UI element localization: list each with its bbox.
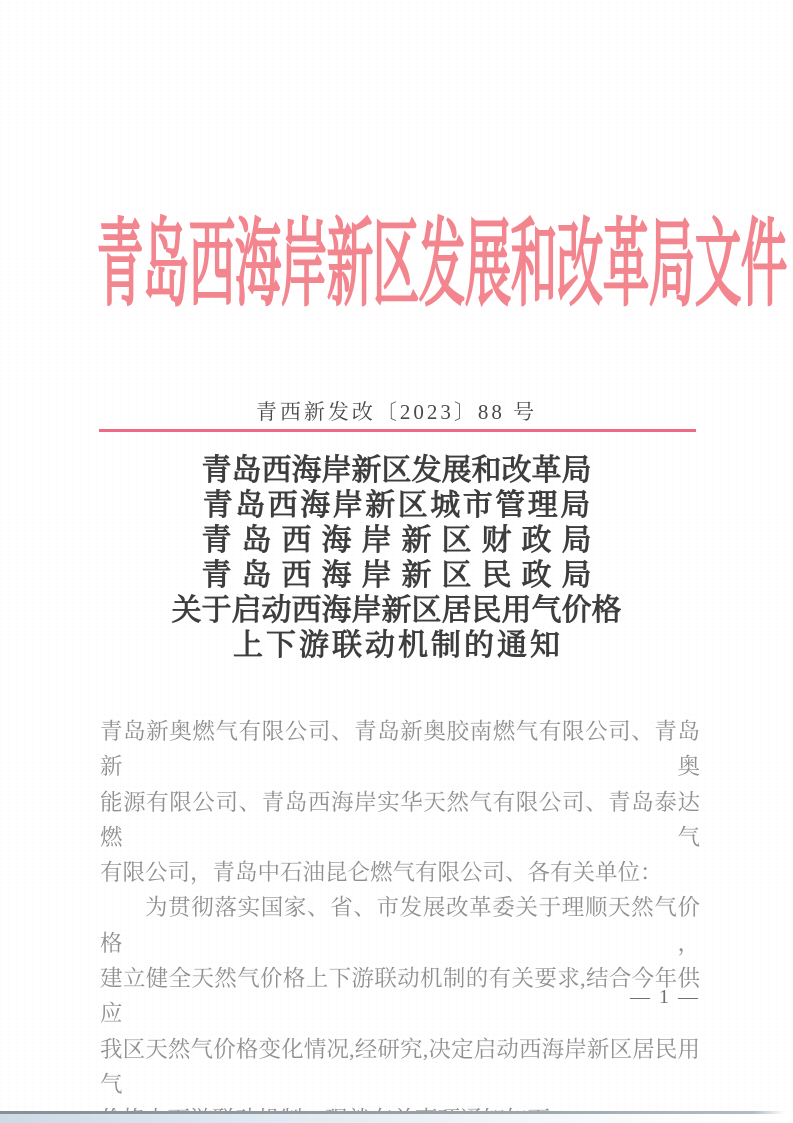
agency-line-city-management: 青岛西海岸新区城市管理局 [202, 489, 593, 522]
scan-bottom-edge-strip [0, 1114, 793, 1123]
body-line: 建立健全天然气价格上下游联动机制的有关要求,结合今年供应 [100, 966, 700, 1027]
body-line: 我区天然气价格变化情况,经研究,决定启动西海岸新区居民用气 [100, 1036, 700, 1097]
body-line: 青岛新奥燃气有限公司、青岛新奥胶南燃气有限公司、青岛新奥 [100, 719, 700, 780]
letterhead-character: 区 [372, 212, 420, 319]
notice-title-line-1: 关于启动西海岸新区居民用气价格 [171, 594, 622, 627]
letterhead-character: 西 [188, 212, 236, 319]
red-separator-rule [99, 429, 696, 432]
document-headings [0, 453, 793, 663]
body-line: 有限公司，青岛中石油昆仑燃气有限公司、各有关单位： [100, 860, 663, 886]
letterhead-character: 革 [602, 212, 650, 319]
letterhead-character: 海 [234, 212, 282, 319]
page-number: — 1 — [630, 986, 700, 1008]
document-number: 青西新发改〔2023〕88 号 [255, 400, 538, 424]
letterhead-character: 件 [740, 212, 788, 319]
letterhead-character: 发 [418, 212, 466, 319]
notice-body [100, 714, 700, 1123]
agency-line-civil-affairs: 青岛西海岸新区民政局 [201, 559, 602, 592]
letterhead-character: 岛 [142, 212, 190, 319]
letterhead-character: 和 [510, 212, 558, 319]
letterhead-character: 局 [648, 212, 696, 319]
agency-line-development-reform: 青岛西海岸新区发展和改革局 [201, 454, 592, 487]
letterhead-character: 岸 [280, 212, 328, 319]
letterhead-character: 青 [96, 212, 144, 319]
letterhead-character: 文 [694, 212, 742, 319]
agency-line-finance: 青岛西海岸新区财政局 [201, 524, 602, 557]
letterhead-title [96, 210, 788, 322]
body-line: 能源有限公司、青岛西海岸实华天然气有限公司、青岛泰达燃气 [100, 789, 700, 850]
notice-title-line-2: 上下游联动机制的通知 [233, 629, 563, 662]
body-line: 为贯彻落实国家、省、市发展改革委关于理顺天然气价格， [100, 895, 700, 956]
letterhead-character: 展 [464, 212, 512, 319]
letterhead-character: 新 [326, 212, 374, 319]
letterhead-character: 改 [556, 212, 604, 319]
